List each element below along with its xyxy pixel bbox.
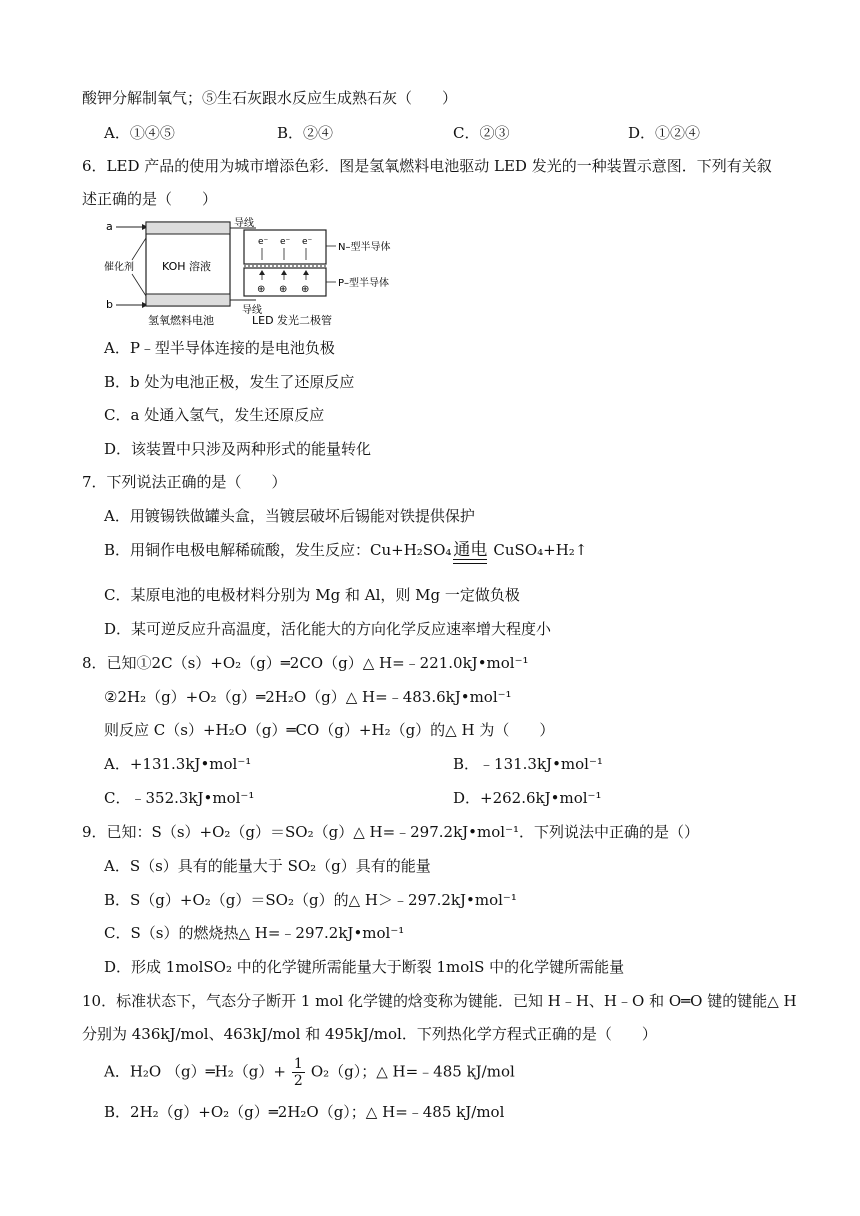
q10-option-a-pre: A．H₂O （g）═H₂（g）+ [104,1062,286,1081]
diagram-label-n: N–型半导体 [338,242,391,253]
diagram-label-p: P–型半导体 [338,278,390,289]
q6-stem-line1: 6．LED 产品的使用为城市增添色彩．图是氢氧燃料电池驱动 LED 发光的一种装置示意图．下列有关叙 [82,157,772,175]
q6-option-c: C．a 处通入氢气，发生还原反应 [104,406,325,424]
q5-option-a: A．①④⑤ [104,124,175,142]
fuel-cell-top-electrode [146,222,230,234]
q9-option-d: D．形成 1molSO₂ 中的化学键所需能量大于断裂 1molS 中的化学键所需能量 [104,958,625,976]
q9-option-a: A．S（s）具有的能量大于 SO₂（g）具有的能量 [104,857,431,875]
q9-option-b: B．S（g）+O₂（g）＝SO₂（g）的△ H＞﹣297.2kJ•mol⁻¹ [104,891,517,909]
q7-option-d: D．某可逆反应升高温度，活化能大的方向化学反应速率增大程度小 [104,620,552,638]
fraction-one-half [292,1056,305,1089]
diagram-caption-right: LED 发光二极管 [252,314,333,327]
diagram-label-b: b [106,298,113,311]
diagram-caption-left: 氢氧燃料电池 [148,314,214,327]
q5-option-c: C．②③ [453,124,510,142]
electron-symbol: e⁻ [302,237,313,247]
diagram-label-wire-top: 导线 [234,218,254,229]
q8-option-b: B．﹣131.3kJ•mol⁻¹ [453,755,603,773]
fraction-numerator: 1 [293,1056,303,1072]
diagram-label-wire-bottom: 导线 [242,305,262,316]
q8-option-c: C．﹣352.3kJ•mol⁻¹ [104,789,255,807]
q10-option-a-post: O₂（g）；△ H=﹣485 kJ/mol [310,1062,515,1081]
electrolysis-condition [453,541,487,564]
q5-stem-tail: 酸钾分解制氧气；⑤生石灰跟水反应生成熟石灰（ ） [82,89,458,107]
q5-option-d: D．①②④ [628,124,701,142]
q7-option-b-post: CuSO₄+H₂↑ [493,541,588,559]
diagram-label-a: a [106,220,113,233]
q7-option-b-pre: B．用铜作电极电解稀硫酸，发生反应：Cu+H₂SO₄ [104,541,452,559]
q6-option-d: D．该装置中只涉及两种形式的能量转化 [104,440,372,458]
n-type-semiconductor [244,230,326,264]
diagram-label-koh: KOH 溶液 [162,260,212,273]
q9-option-c: C．S（s）的燃烧热△ H=﹣297.2kJ•mol⁻¹ [104,924,405,942]
q6-option-b: B．b 处为电池正极，发生了还原反应 [104,373,355,391]
q7-option-a: A．用镀锡铁做罐头盒，当镀层破坏后锡能对铁提供保护 [104,507,475,525]
diagram-label-catalyst: 催化剂 [104,262,134,273]
electron-symbol: e⁻ [280,237,291,247]
q8-option-a: A．+131.3kJ•mol⁻¹ [104,755,252,773]
fuel-cell-led-diagram [104,216,424,328]
q10-option-b: B．2H₂（g）+O₂（g）═2H₂O（g）；△ H=﹣485 kJ/mol [104,1103,505,1121]
hole-symbol: ⊕ [301,284,310,295]
q9-stem: 9．已知：S（s）+O₂（g）＝SO₂（g）△ H=﹣297.2kJ•mol⁻¹．下列说法中正确的是（） [82,823,700,841]
q5-option-b: B．②④ [277,124,334,142]
fraction-denominator: 2 [293,1073,303,1089]
q7-option-b [104,540,587,564]
q7-option-c: C．某原电池的电极材料分别为 Mg 和 Al，则 Mg 一定做负极 [104,586,520,604]
q8-line1: 8．已知①2C（s）+O₂（g）═2CO（g）△ H=﹣221.0kJ•mol⁻¹ [82,654,529,672]
q10-option-a [104,1056,515,1089]
q8-option-d: D．+262.6kJ•mol⁻¹ [453,789,602,807]
q7-stem: 7．下列说法正确的是（ ） [82,473,287,491]
q8-line2: ②2H₂（g）+O₂（g）═2H₂O（g）△ H=﹣483.6kJ•mol⁻¹ [104,688,512,706]
q10-stem-line2: 分别为 436kJ/mol、463kJ/mol 和 495kJ/mol．下列热化学方程式正确的是（ ） [82,1025,657,1043]
hole-symbol: ⊕ [279,284,288,295]
q10-stem-line1: 10．标准状态下，气态分子断开 1 mol 化学键的焓变称为键能．已知 H﹣H、H﹣O 和 O═O 键的键能△ H [82,992,797,1010]
electrolysis-condition-text: 通电 [453,540,488,560]
q6-stem-line2: 述正确的是（ ） [82,190,218,208]
electron-symbol: e⁻ [258,237,269,247]
hole-symbol: ⊕ [257,284,266,295]
fuel-cell-bottom-electrode [146,294,230,306]
q6-option-a: A．P﹣型半导体连接的是电池负极 [104,339,335,357]
q8-line3: 则反应 C（s）+H₂O（g）═CO（g）+H₂（g）的△ H 为（ ） [104,721,555,739]
